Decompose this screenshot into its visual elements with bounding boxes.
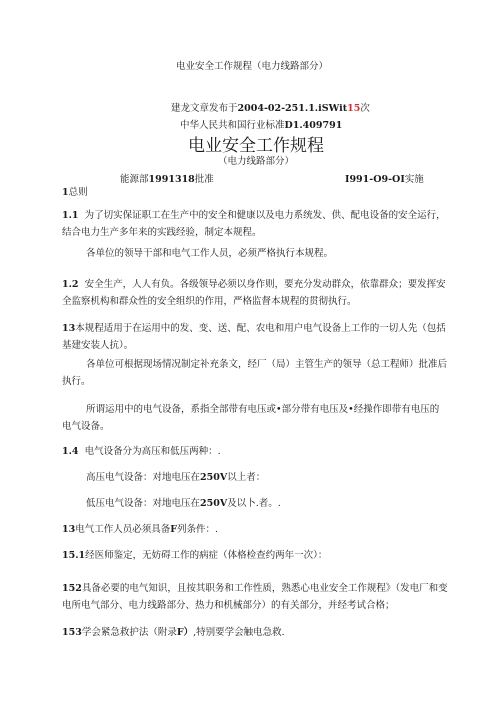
clause-text: 本规程适用于在运用中的发、变、送、配、农电和用户电气设备上工作的一切人先（包括基建安装人抗）。 [62,323,446,351]
clause-letter: F） [176,627,194,638]
approve-line [120,171,214,185]
low-suffix: 及以卜.者。. [227,498,281,509]
impl-suffix: 实施 [404,174,424,185]
high-prefix: 高压电气设备：对地电压在 [86,472,201,483]
clause-number: 15.1 [62,550,86,561]
clause-tail: ,特别要学会触电急救. [193,627,285,638]
high-suffix: 以上者： [227,472,266,483]
clause-number: 1.2 [62,279,79,290]
approve-prefix: 能源部 [120,174,149,185]
clause-number: 152 [62,583,82,594]
paragraph-1-3-b: 各单位可根据现场情况制定补充条文，经厂（局）主管生产的领导（总工程师）批准后执行。 [62,359,448,387]
standard-line [180,117,342,131]
clause-number: 13 [62,524,76,535]
high-voltage-line [62,469,448,486]
clause-letter: F [170,524,177,535]
paragraph-1-5-1 [62,547,448,564]
issue-red: 15 [347,103,361,114]
low-prefix: 低压电气设备：对地电压在 [86,498,201,509]
approve-code: 1991318 [148,174,195,185]
paragraph-1-1 [62,207,448,241]
section-1-number: 1 [62,187,69,198]
issue-prefix: 建龙文章发布于 [171,103,238,114]
paragraph-1-5 [62,521,448,538]
clause-text: 学会紧急救护法（附录 [81,627,177,638]
main-title: 电业安全工作规程 [188,136,324,156]
low-voltage-line [62,495,448,512]
paragraph-1-3 [62,320,448,354]
section-1-text: 总则 [68,187,88,198]
section-1-heading [62,184,88,198]
implement-line [345,171,424,185]
issue-code: 2004-02-251.1.iSWit [237,103,348,114]
low-value: 250V [200,498,228,509]
subtitle: （电力线路部分） [218,156,295,167]
issue-line [171,100,370,114]
clause-number: 153 [62,627,82,638]
clause-text: 经医师鉴定，无妨碍工作的病症（体格检查约两年一次）： [85,550,328,561]
std-prefix: 中华人民共和国行业标准 [180,120,285,131]
approve-suffix: 批准 [194,174,214,185]
paragraph-1-4 [62,443,448,460]
clause-tail: 列条件：. [177,524,219,535]
paragraph-1-2 [62,276,448,310]
std-code: D1.409791 [284,120,343,131]
issue-suffix: 次 [360,103,370,114]
clause-text: 电气设备分为高压和低压两种：. [84,446,221,457]
clause-number: 1.1 [62,210,79,221]
clause-text: 具备必要的电气知识，且按其职务和工作性质，熟悉心电业安全工作规程》（发电厂和变电所电气部分、电力线路部分、热力和机械部分）的有关部分，并经考试合格； [62,583,448,611]
impl-code: I991-O9-OI [345,174,405,185]
clause-number: 13 [62,323,76,334]
paragraph-1-5-2 [62,580,448,614]
clause-text: 为了切实保证职工在生产中的安全和健康以及电力系统发、供、配电设备的安全运行，结合电力生产多年来的实践经验，制定本规程。 [62,210,446,238]
paragraph-1-1-b: 各单位的领导干部和电气工作人员，必须严格执行本规程。 [86,248,334,259]
clause-text: 电气工作人员必须具备 [75,524,171,535]
clause-number: 1.4 [62,446,79,457]
header-title: 电业安全工作规程（电力线路部分） [176,61,329,72]
paragraph-1-3-c: 所谓运用中的电气设备，系指全部带有电压或•部分带有电压及•经操作即带有电压的电气设备。 [62,404,440,432]
high-value: 250V [200,472,228,483]
paragraph-1-5-3 [62,624,448,641]
clause-text: 安全生产，人人有负。各级领导必须以身作则，要充分发动群众，依靠群众；要发挥安全监察机构和群众性的安全组织的作用，严格监督本规程的贯彻执行。 [62,279,446,307]
